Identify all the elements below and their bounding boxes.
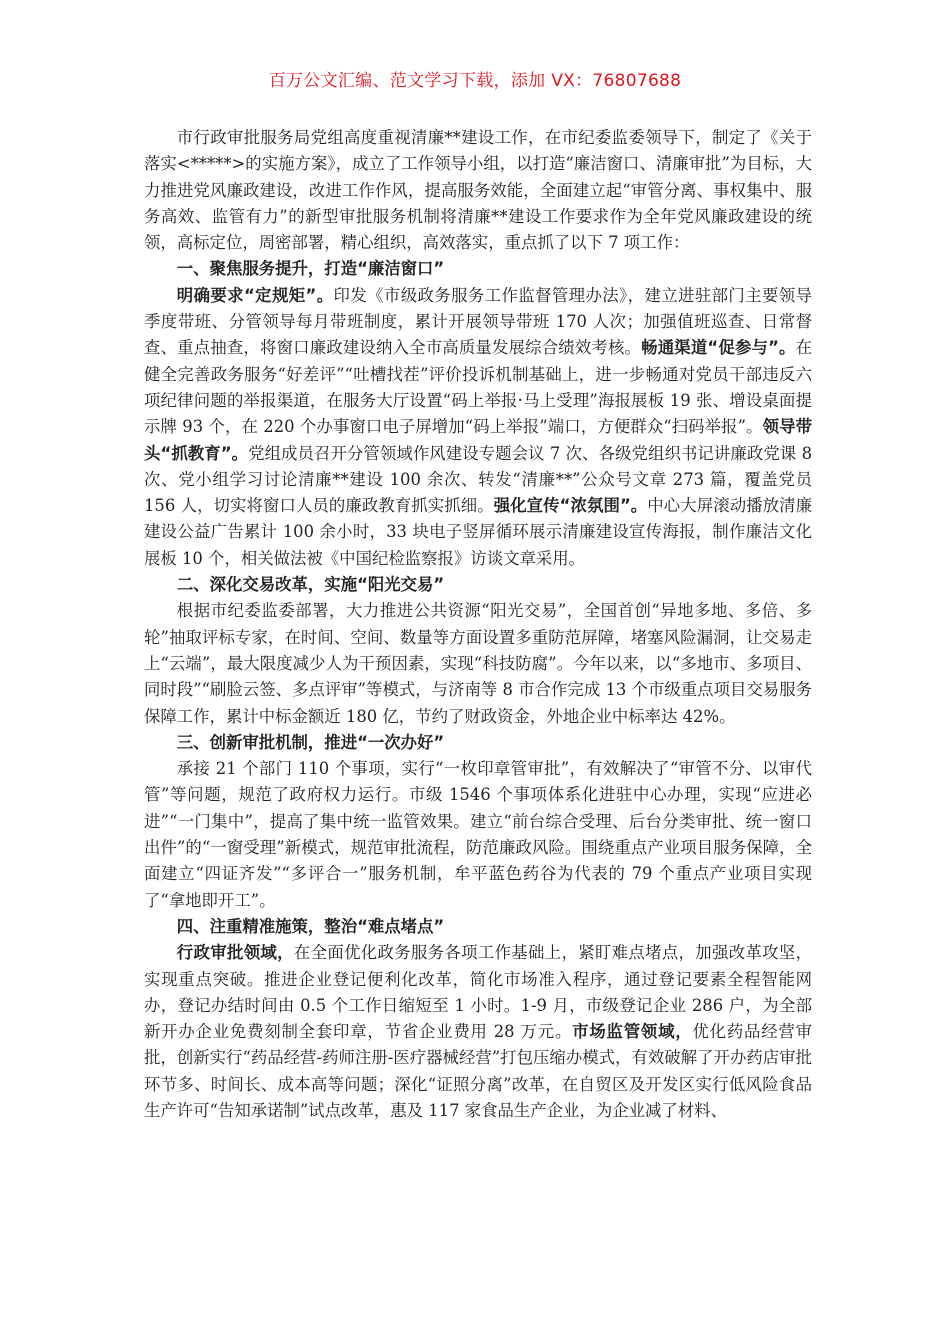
section-2-paragraph: 根据市纪委监委部署，大力推进公共资源“阳光交易”，全国首创“异地多地、多倍、多轮”抽取评标专家，在时间、空间、数量等方面设置多重防范屏障，堵塞风险漏洞，让交易走上“云端”，最大限度减少人为干预因素，实现“科技防腐”。今年以来，以“多地市、多项目、同时段”“刷脸云签、多点评审”等模式，与济南等 8 市合作完成 13 个市级重点项目交易服务保障工作，累计中标金额近 180 亿，节约了财政资金，外地企业中标率达 42%。 [144,601,812,726]
section-heading-1: 一、聚焦服务提升，打造“廉洁窗口” [176,259,445,279]
body-text: 在健全完善政务服务“好差评”“吐槽找茬”评价投诉机制基础上，进一步畅通对党员干部违反六项纪律问题的举报渠道，在服务大厅设置“码上举报·马上受理”海报展板 19 张、增设桌面提示牌 93 个，在 220 个办事窗口电子屏增加“码上举报”端口，方便群众“扫码举报”。 [144,338,813,437]
body-text: 优化药品经营审批，创新实行“药品经营-药师注册-医疗器械经营”打包压缩办模式，有效破解了开办药店审批环节多、时间长、成本高等问题；深化“证照分离”改革，在自贸区及开发区实行低风险食品生产许可“告知承诺制”试点改革，惠及 117 家食品生产企业，为企业减了材料、 [144,1022,812,1120]
section-3-paragraph: 承接 21 个部门 110 个事项，实行“一枚印章管审批”，有效解决了“审管不分、以审代管”等问题，规范了政府权力运行。市级 1546 个事项体系化进驻中心办理，实现“应进必进”“一门集中”，提高了集中统一监管效果。建立“前台综合受理、后台分类审批、统一窗口出件”的“一窗受理”新模式，规范审批流程，防范廉政风险。围绕重点产业项目服务保障，全面建立“四证齐发”“多评合一”服务机制，牟平蓝色药谷为代表的 79 个重点产业项目实现了“拿地即开工”。 [144,759,812,910]
watermark-banner: 百万公文汇编、范文学习下载，添加 VX：76807688 [268,71,682,91]
subheading: 市场监管领域， [572,1022,693,1042]
document-body [144,125,812,1124]
section-heading-4: 四、注重精准施策，整治“难点堵点” [176,916,445,936]
intro-paragraph: 市行政审批服务局党组高度重视清廉**建设工作，在市纪委监委领导下，制定了《关于落实<*****>的实施方案》，成立了工作领导小组，以打造“廉洁窗口、清廉审批”为目标，大力推进党风廉政建设，改进工作作风，提高服务效能，全面建立起“审管分离、事权集中、服务高效、监管有力”的新型审批服务机制将清廉**建设工作要求作为全年党风廉政建设的统领，高标定位，周密部署，精心组织，高效落实，重点抓了以下 7 项工作： [144,128,812,253]
body-text: 党组成员召开分管领域作风建设专题会议 7 次、各级党组织书记讲廉政党课 8 次、党小组学习讨论清廉**建设 100 余次、转发“清廉**”公众号文章 273 篇，覆盖党员 156 人，切实将窗口人员的廉政教育抓实抓细。 [144,443,812,516]
subheading: 强化宣传“浓氛围”。 [493,496,648,516]
subheading: 明确要求“定规矩”。 [176,285,334,305]
body-text: 在全面优化政务服务各项工作基础上，紧盯难点堵点，加强改革攻坚，实现重点突破。推进企业登记便利化改革，简化市场准入程序，通过登记要素全程智能网办，登记办结时间由 0.5 个工作日缩短至 1 小时。1-9 月，市级登记企业 286 户，为全部新开办企业免费刻制全套印章，节省企业费用 28 万元。 [144,943,813,1042]
section-heading-3: 三、创新审批机制，推进“一次办好” [176,732,445,752]
subheading: 畅通渠道“促参与”。 [641,338,796,358]
subheading: 领导带头“抓教育”。 [144,417,813,463]
subheading: 行政审批领域， [176,943,294,963]
body-text: 印发《市级政务服务工作监督管理办法》，建立进驻部门主要领导季度带班、分管领导每月带班制度，累计开展领导带班 170 人次；加强值班巡查、日常督查、重点抽查，将窗口廉政建设纳入全市高质量发展综合绩效考核。 [144,285,812,358]
section-4-paragraph [144,940,812,1124]
body-text: 中心大屏滚动播放清廉建设公益广告累计 100 余小时，33 块电子竖屏循环展示清廉建设宣传海报，制作廉洁文化展板 10 个，相关做法被《中国纪检监察报》访谈文章采用。 [144,496,813,568]
section-heading-2: 二、深化交易改革，实施“阳光交易” [176,575,445,595]
section-1-paragraph [144,283,812,572]
